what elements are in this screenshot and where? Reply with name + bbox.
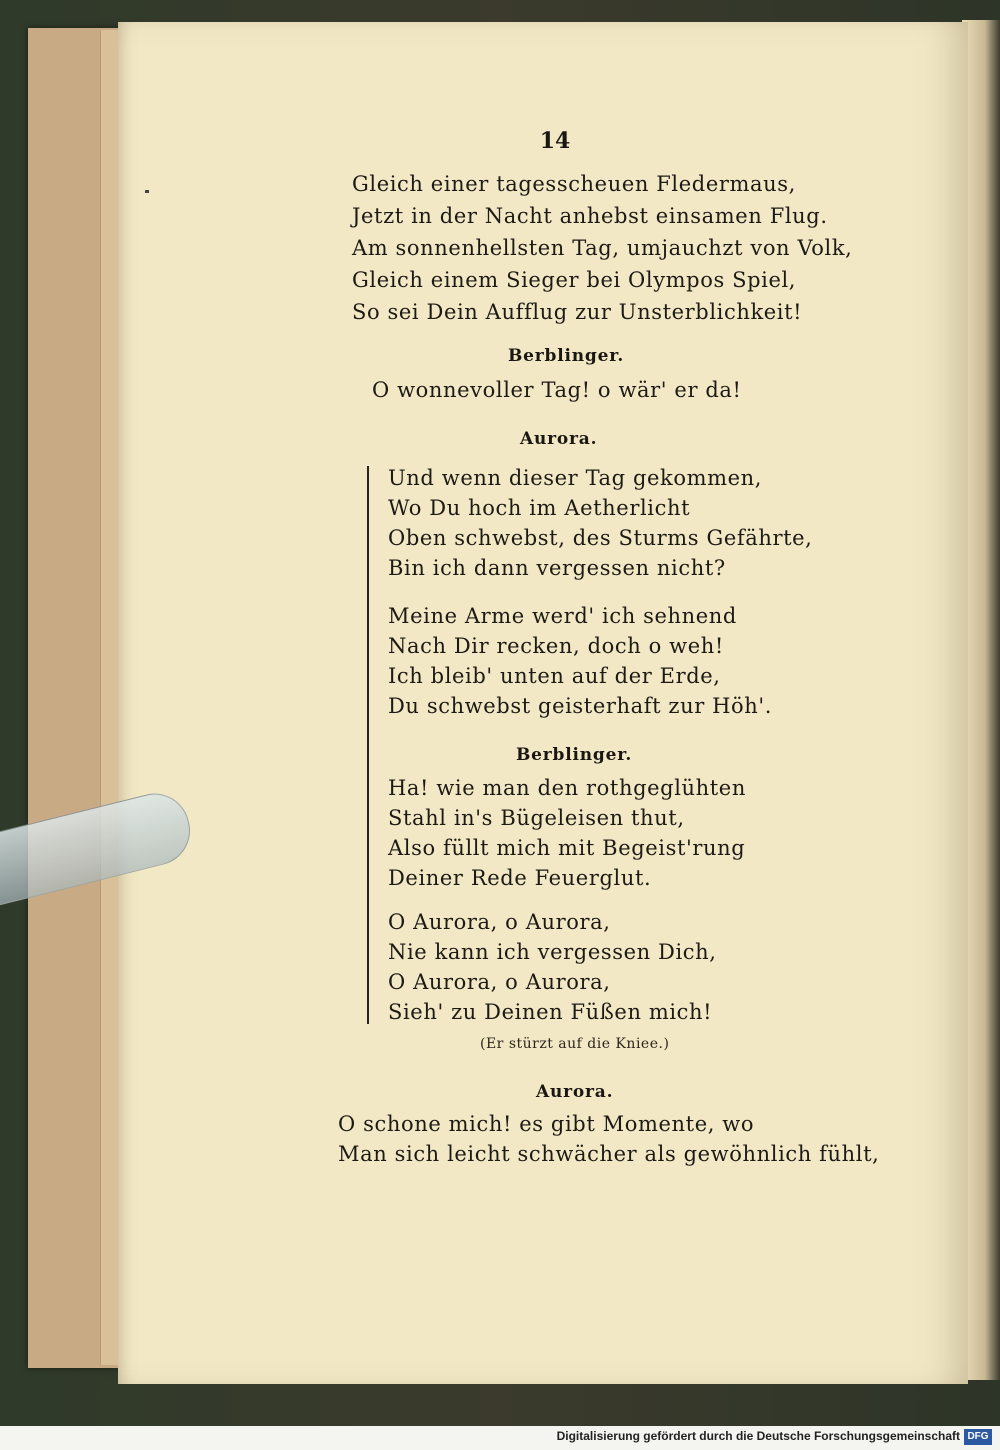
speaker-label: Berblinger. (508, 346, 625, 366)
verse-line: Man sich leicht schwächer als gewöhnlich fühlt, (338, 1142, 880, 1166)
verse-line: O Aurora, o Aurora, (388, 910, 611, 934)
verse-line: Gleich einer tagesscheuen Fledermaus, (352, 172, 796, 196)
verse-line: Nie kann ich vergessen Dich, (388, 940, 717, 964)
verse-line: Gleich einem Sieger bei Olympos Spiel, (352, 268, 797, 292)
verse-line: Und wenn dieser Tag gekommen, (388, 466, 763, 490)
ink-mark (145, 190, 149, 193)
verse-line: Wo Du hoch im Aetherlicht (388, 496, 691, 520)
verse-line: O schone mich! es gibt Momente, wo (338, 1112, 755, 1136)
footer-credit: Digitalisierung gefördert durch die Deutsche Forschungsgemeinschaft (556, 1429, 960, 1443)
verse-line: Jetzt in der Nacht anhebst einsamen Flug. (352, 204, 828, 228)
verse-line: Meine Arme werd' ich sehnend (388, 604, 737, 628)
dfg-logo: DFG (964, 1429, 992, 1445)
speaker-label: Berblinger. (516, 745, 633, 765)
verse-line: So sei Dein Aufflug zur Unsterblichkeit! (352, 300, 803, 324)
verse-line: Bin ich dann vergessen nicht? (388, 556, 726, 580)
verse-line: Am sonnenhellsten Tag, umjauchzt von Volk, (352, 236, 853, 260)
verse-bracket (367, 466, 369, 1024)
verse-line: O wonnevoller Tag! o wär' er da! (372, 378, 742, 402)
verse-line: Nach Dir recken, doch o weh! (388, 634, 724, 658)
verse-line: Stahl in's Bügeleisen thut, (388, 806, 685, 830)
verse-line: Oben schwebst, des Sturms Gefährte, (388, 526, 813, 550)
verse-line: Deiner Rede Feuerglut. (388, 866, 652, 890)
verse-line: Sieh' zu Deinen Füßen mich! (388, 1000, 713, 1024)
digitization-footer (0, 1426, 1000, 1450)
verse-line: Also füllt mich mit Begeist'rung (388, 836, 746, 860)
verse-line: Ich bleib' unten auf der Erde, (388, 664, 721, 688)
verse-line: Du schwebst geisterhaft zur Höh'. (388, 694, 773, 718)
speaker-label: Aurora. (536, 1082, 614, 1102)
speaker-label: Aurora. (520, 429, 598, 449)
verse-line: Ha! wie man den rothgeglühten (388, 776, 746, 800)
page-number: 14 (539, 128, 571, 154)
verse-line: O Aurora, o Aurora, (388, 970, 611, 994)
stage-direction: (Er stürzt auf die Kniee.) (480, 1036, 670, 1052)
